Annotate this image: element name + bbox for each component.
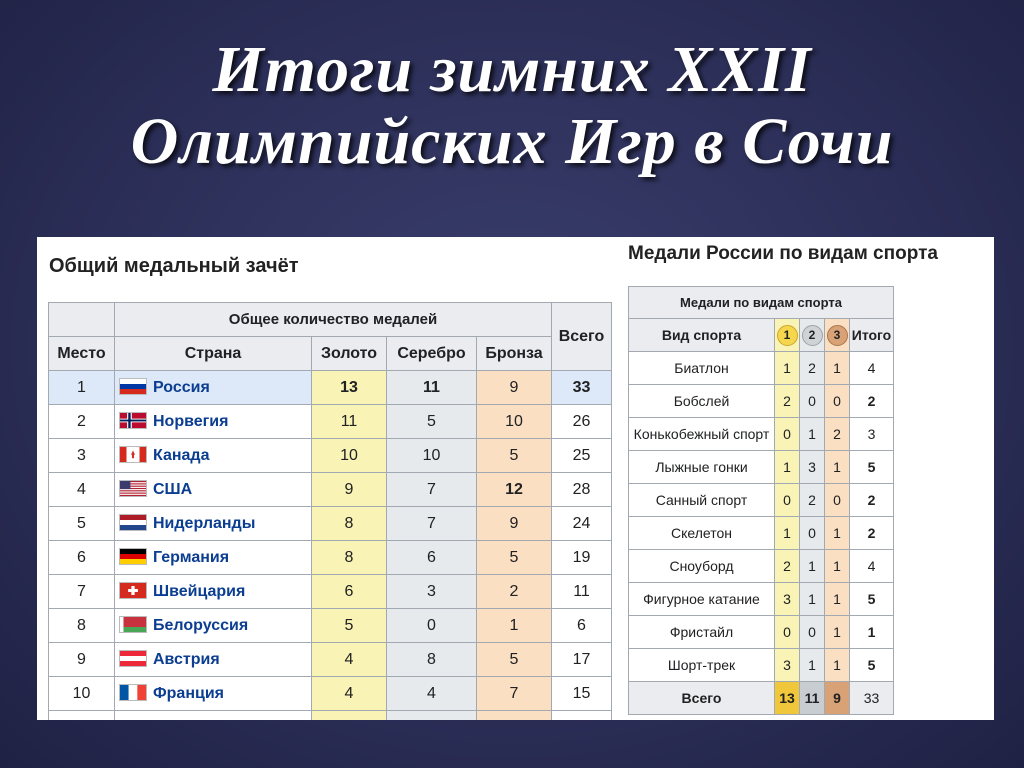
bronze-cell: 5 (477, 439, 552, 473)
sport-cell: Сноуборд (629, 550, 775, 583)
sport-cell: Шорт-трек (629, 649, 775, 682)
header-gold: Золото (312, 337, 387, 371)
bronze-cell: 0 (825, 385, 850, 418)
sport-table-caption: Медали по видам спорта (629, 287, 894, 319)
table-row (49, 541, 612, 575)
country-cell[interactable] (115, 575, 312, 609)
table-row (49, 439, 612, 473)
silver-cell: 4 (387, 677, 477, 711)
germany-flag-icon (119, 548, 147, 565)
table-row (49, 609, 612, 643)
sport-cell: Фигурное катание (629, 583, 775, 616)
country-name: Нидерланды (153, 515, 256, 532)
total-cell: 33 (552, 371, 612, 405)
grand-total-cell: 33 (850, 682, 894, 715)
country-cell[interactable] (115, 473, 312, 507)
country-name: Германия (153, 549, 230, 566)
country-cell[interactable] (115, 439, 312, 473)
header-bronze: Бронза (477, 337, 552, 371)
bronze-cell: 12 (477, 473, 552, 507)
header-sport-total: Итого (850, 319, 894, 352)
silver-cell: 11 (387, 371, 477, 405)
country-cell[interactable] (115, 507, 312, 541)
total-cell: 11 (552, 575, 612, 609)
country-name: США (153, 481, 193, 498)
bronze-cell: 9 (477, 371, 552, 405)
netherlands-flag-icon (119, 514, 147, 531)
table-row (629, 484, 894, 517)
silver-cell: 1 (800, 418, 825, 451)
table-row-partial (49, 711, 612, 721)
header-gold (775, 319, 800, 352)
table-row (629, 649, 894, 682)
slide-title-line-2: Олимпийских Игр в Сочи (130, 105, 894, 178)
gold-cell: 1 (775, 352, 800, 385)
header-place: Место (49, 337, 115, 371)
sport-cell: Бобслей (629, 385, 775, 418)
place-cell: 9 (49, 643, 115, 677)
silver-cell: 0 (800, 385, 825, 418)
country-cell[interactable] (115, 643, 312, 677)
silver-cell: 7 (387, 473, 477, 507)
gold-total-cell: 13 (775, 682, 800, 715)
bronze-cell: 1 (825, 451, 850, 484)
bronze-cell: 0 (825, 484, 850, 517)
total-cell: 2 (850, 385, 894, 418)
header-total: Всего (552, 303, 612, 371)
silver-cell: 1 (800, 649, 825, 682)
total-cell: 25 (552, 439, 612, 473)
table-row (629, 616, 894, 649)
place-cell: 10 (49, 677, 115, 711)
switzerland-flag-icon (119, 582, 147, 599)
header-sport: Вид спорта (629, 319, 775, 352)
total-cell: 24 (552, 507, 612, 541)
country-name: Франция (153, 685, 224, 702)
silver-cell: 6 (387, 541, 477, 575)
header-silver (800, 319, 825, 352)
slide-title-line-1: Итоги зимних XXII (212, 33, 812, 106)
silver-cell: 5 (387, 405, 477, 439)
table-row (629, 451, 894, 484)
place-cell: 1 (49, 371, 115, 405)
total-cell: 28 (552, 473, 612, 507)
gold-cell: 11 (312, 405, 387, 439)
total-cell: 6 (552, 609, 612, 643)
table-row (629, 583, 894, 616)
gold-cell: 4 (312, 643, 387, 677)
usa-flag-icon (119, 480, 147, 497)
russia-sport-medals-table (628, 286, 894, 715)
total-cell: 15 (552, 677, 612, 711)
table-row (629, 385, 894, 418)
header-country: Страна (115, 337, 312, 371)
gold-cell: 13 (312, 371, 387, 405)
gold-cell: 0 (775, 616, 800, 649)
total-row (629, 682, 894, 715)
bronze-cell: 10 (477, 405, 552, 439)
medal-table-heading: Общий медальный зачёт (49, 255, 299, 277)
header-silver: Серебро (387, 337, 477, 371)
sport-cell: Биатлон (629, 352, 775, 385)
silver-cell: 0 (800, 616, 825, 649)
total-cell: 4 (850, 352, 894, 385)
silver-cell: 2 (800, 484, 825, 517)
silver-cell: 7 (387, 507, 477, 541)
country-name: Австрия (153, 651, 220, 668)
total-cell: 17 (552, 643, 612, 677)
table-row (629, 517, 894, 550)
table-row (49, 371, 612, 405)
silver-cell: 0 (387, 609, 477, 643)
silver-cell: 2 (800, 352, 825, 385)
sport-cell: Лыжные гонки (629, 451, 775, 484)
bronze-cell: 1 (825, 550, 850, 583)
bronze-cell: 2 (825, 418, 850, 451)
sport-cell: Фристайл (629, 616, 775, 649)
gold-cell: 0 (775, 418, 800, 451)
gold-cell: 1 (775, 517, 800, 550)
silver-cell: 1 (800, 583, 825, 616)
gold-medal-icon: 1 (777, 325, 798, 346)
gold-cell: 0 (775, 484, 800, 517)
place-cell: 4 (49, 473, 115, 507)
silver-total-cell: 11 (800, 682, 825, 715)
bronze-cell: 1 (825, 583, 850, 616)
country-cell[interactable] (115, 405, 312, 439)
country-cell[interactable] (115, 371, 312, 405)
place-cell: 7 (49, 575, 115, 609)
country-name: Белоруссия (153, 617, 249, 634)
place-cell: 2 (49, 405, 115, 439)
country-name: Канада (153, 447, 210, 464)
country-cell[interactable] (115, 609, 312, 643)
total-cell: 3 (850, 418, 894, 451)
gold-cell: 2 (775, 550, 800, 583)
table-row (629, 418, 894, 451)
gold-cell: 3 (775, 649, 800, 682)
canada-flag-icon (119, 446, 147, 463)
silver-cell: 10 (387, 439, 477, 473)
sport-table-heading: Медали России по видам спорта (628, 243, 938, 264)
total-cell: 19 (552, 541, 612, 575)
bronze-cell: 5 (477, 643, 552, 677)
total-cell: 1 (850, 616, 894, 649)
bronze-cell: 1 (825, 352, 850, 385)
bronze-cell: 7 (477, 677, 552, 711)
total-cell: 5 (850, 583, 894, 616)
total-label: Всего (629, 682, 775, 715)
bronze-cell: 1 (825, 649, 850, 682)
place-cell: 6 (49, 541, 115, 575)
gold-cell: 8 (312, 541, 387, 575)
belarus-flag-icon (119, 616, 147, 633)
place-cell: 3 (49, 439, 115, 473)
total-cell: 5 (850, 451, 894, 484)
silver-cell: 1 (800, 550, 825, 583)
table-row (629, 352, 894, 385)
gold-cell: 9 (312, 473, 387, 507)
total-cell: 2 (850, 517, 894, 550)
header-blank (49, 303, 115, 337)
silver-medal-icon: 2 (802, 325, 823, 346)
country-name: Норвегия (153, 413, 229, 430)
gold-cell: 1 (775, 451, 800, 484)
bronze-cell: 2 (477, 575, 552, 609)
gold-cell: 6 (312, 575, 387, 609)
slide-title (40, 34, 984, 178)
table-row (49, 405, 612, 439)
sport-cell: Скелетон (629, 517, 775, 550)
total-cell: 4 (850, 550, 894, 583)
gold-cell: 10 (312, 439, 387, 473)
bronze-total-cell: 9 (825, 682, 850, 715)
table-row (49, 677, 612, 711)
total-cell: 2 (850, 484, 894, 517)
bronze-cell: 1 (825, 517, 850, 550)
bronze-cell: 1 (825, 616, 850, 649)
table-row (49, 575, 612, 609)
sport-cell: Санный спорт (629, 484, 775, 517)
header-total-medals: Общее количество медалей (115, 303, 552, 337)
gold-cell: 2 (775, 385, 800, 418)
bronze-medal-icon: 3 (827, 325, 848, 346)
table-row (49, 473, 612, 507)
place-cell: 8 (49, 609, 115, 643)
austria-flag-icon (119, 650, 147, 667)
medal-standings-table (48, 302, 612, 720)
country-name: Швейцария (153, 583, 246, 600)
medals-panel (37, 237, 994, 720)
france-flag-icon (119, 684, 147, 701)
country-cell[interactable] (115, 541, 312, 575)
bronze-cell: 5 (477, 541, 552, 575)
russia-flag-icon (119, 378, 147, 395)
gold-cell: 3 (775, 583, 800, 616)
country-cell[interactable] (115, 677, 312, 711)
gold-cell: 4 (312, 677, 387, 711)
sport-cell: Конькобежный спорт (629, 418, 775, 451)
table-row (49, 643, 612, 677)
table-row (49, 507, 612, 541)
country-name: Россия (153, 379, 210, 396)
bronze-cell: 1 (477, 609, 552, 643)
silver-cell: 3 (800, 451, 825, 484)
bronze-cell: 9 (477, 507, 552, 541)
silver-cell: 8 (387, 643, 477, 677)
silver-cell: 3 (387, 575, 477, 609)
total-cell: 5 (850, 649, 894, 682)
total-cell: 26 (552, 405, 612, 439)
norway-flag-icon (119, 412, 147, 429)
silver-cell: 0 (800, 517, 825, 550)
gold-cell: 8 (312, 507, 387, 541)
table-row (629, 550, 894, 583)
gold-cell: 5 (312, 609, 387, 643)
header-bronze (825, 319, 850, 352)
place-cell: 5 (49, 507, 115, 541)
